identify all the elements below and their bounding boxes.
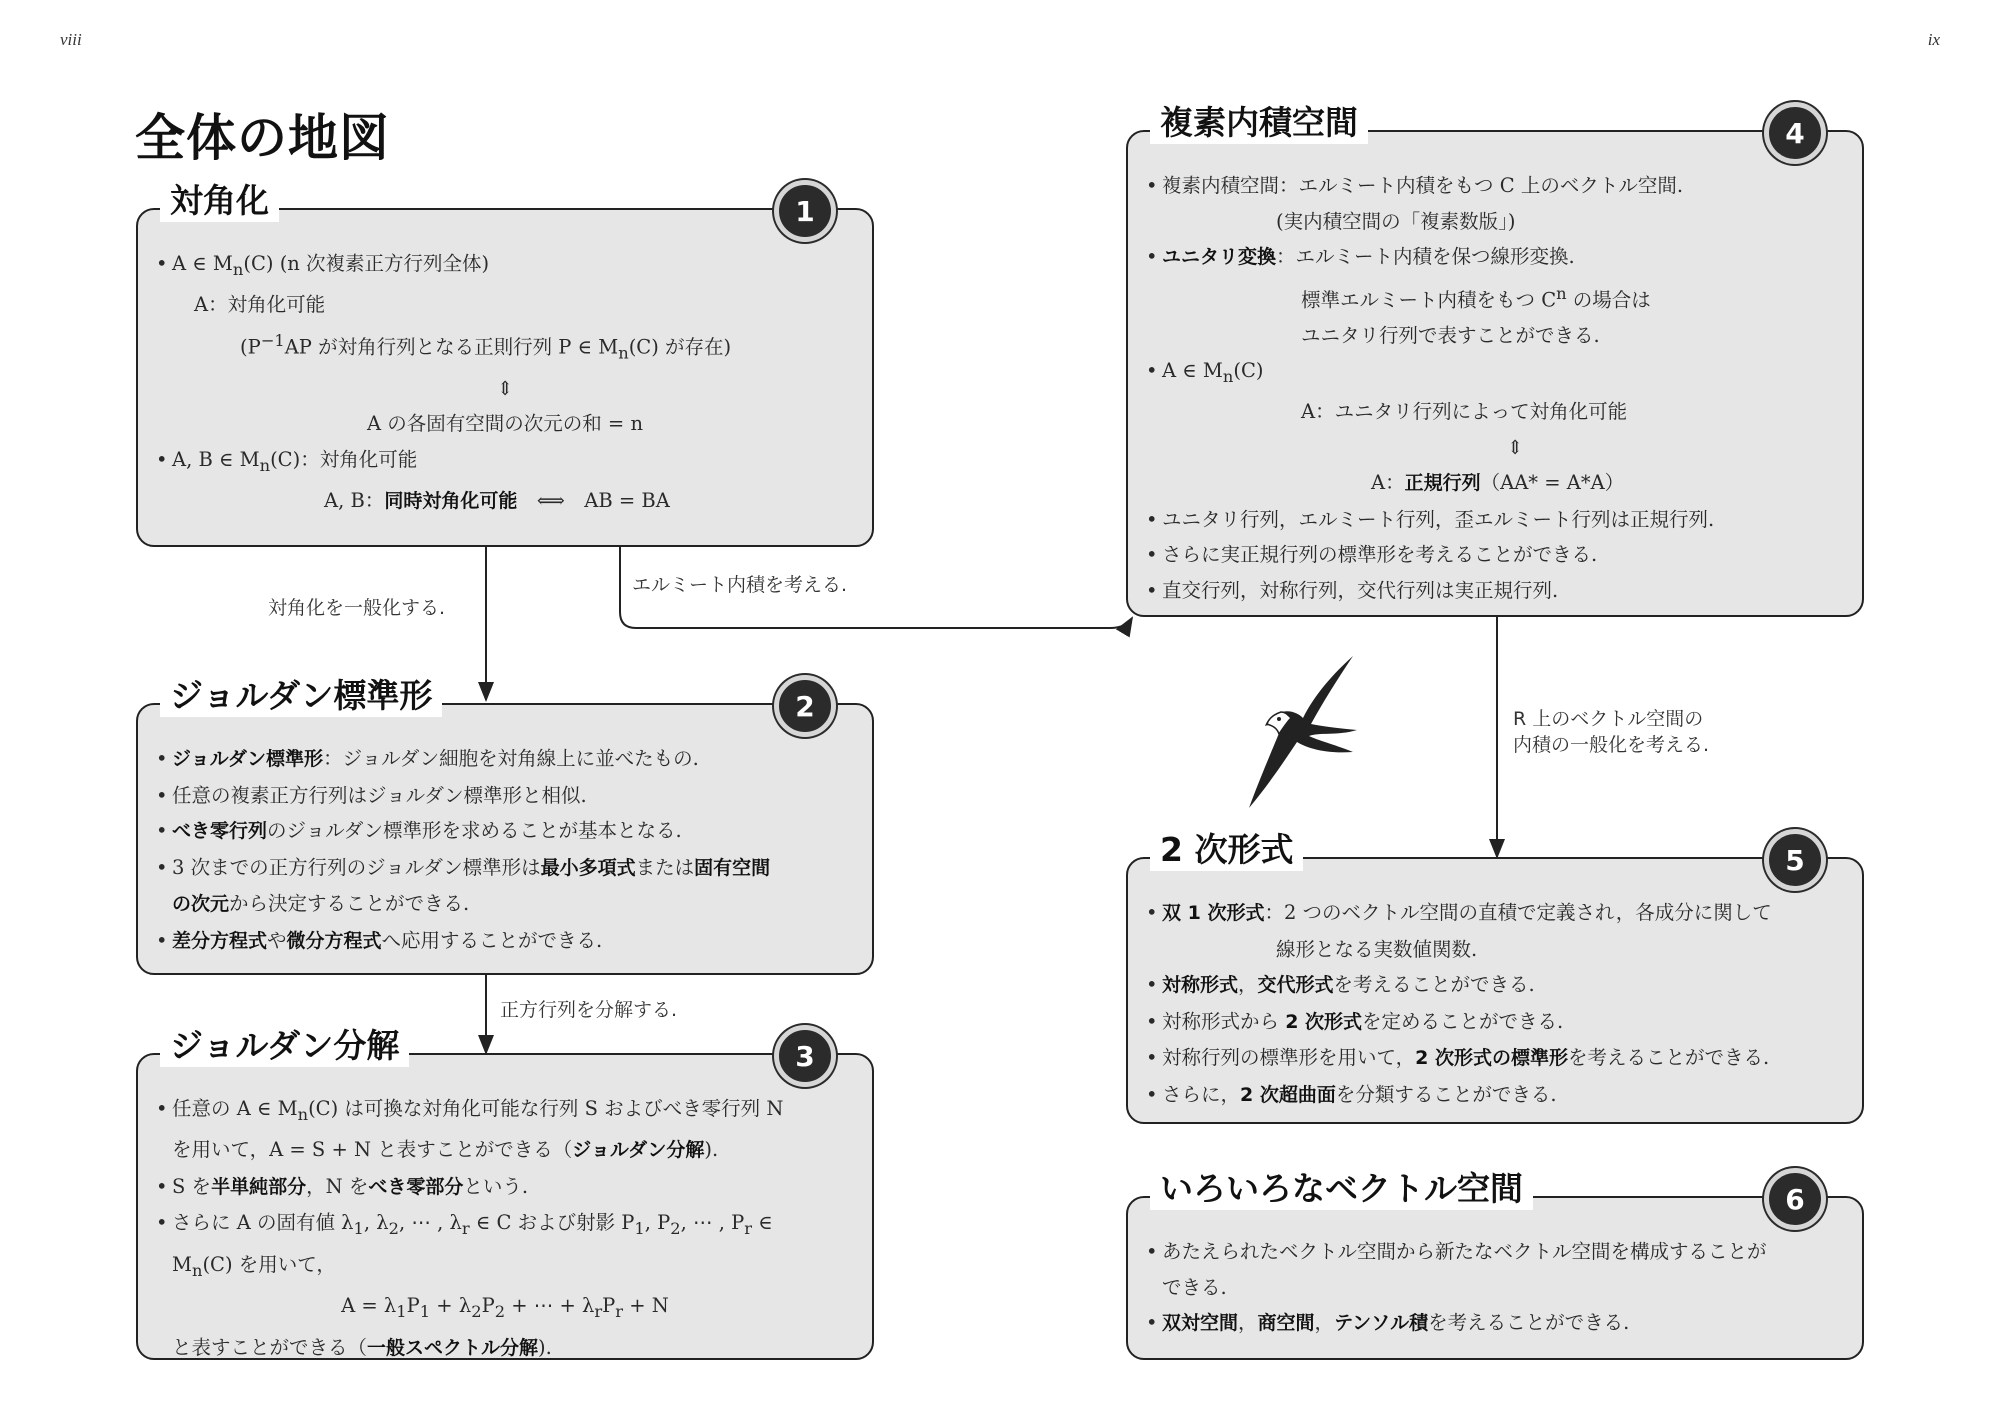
box-body [156, 741, 854, 959]
text-line: A の各固有空間の次元の和 = n [366, 412, 644, 436]
page-title: 全体の地図 [135, 109, 390, 167]
box-complex-inner-product-space [1126, 103, 1864, 617]
box-jordan-normal-form [136, 676, 874, 975]
box-number-badge: 6 [1764, 1168, 1826, 1230]
box-number-badge: 5 [1764, 829, 1826, 891]
text-line: を用いて，A = S + N と表すことができる（ジョルダン分解). [172, 1138, 719, 1162]
text-line: A：ユニタリ行列によって対角化可能 [1301, 400, 1628, 424]
bullet-line: • ユニタリ変換：エルミート内積を保つ線形変換. [1146, 239, 1844, 276]
box-title: 2 次形式 [1150, 829, 1303, 871]
bullet-line: • A, B ∈ $M_n(C)$：対角化可能 [156, 442, 854, 483]
swallow-illustration [1245, 652, 1360, 822]
bullet-line: • 対称形式，交代形式を考えることができる. [1146, 967, 1844, 1004]
bullet-line: • 任意の複素正方行列はジョルダン標準形と相似. [156, 778, 854, 814]
bullet-line: • 対称形式から 2 次形式を定めることができる. [1146, 1004, 1844, 1041]
box-body [1146, 168, 1844, 608]
box-number-badge: 1 [774, 180, 836, 242]
bullet-line: • さらに A の固有値 $\lambda_1$, $\lambda_2$, ⋯ , $\lambda_r$ ∈ C および射影 $P_1$, $P_2$, ⋯ , $P_r$ ∈ [156, 1205, 854, 1246]
bullet-line: • 双対空間，商空間，テンソル積を考えることができる. [1146, 1305, 1844, 1342]
bullet-line: • S を半単純部分，N をべき零部分という. [156, 1169, 854, 1206]
box-title: 対角化 [160, 180, 279, 222]
text-line: できる. [1162, 1275, 1227, 1299]
text-line: の次元から決定することができる. [172, 892, 470, 915]
text-line: $M_n(C)$ を用いて， [172, 1252, 336, 1280]
bullet-line: • さらに実正規行列の標準形を考えることができる. [1146, 537, 1844, 573]
arrow-label-generalize: 対角化を一般化する. [268, 597, 446, 619]
equivalence-symbol: ⇕ [496, 376, 514, 400]
bullet-line: • A ∈ $M_n(C)$ [1146, 353, 1844, 394]
bullet-line: • 直交行列，対称行列，交代行列は実正規行列. [1146, 573, 1844, 609]
box-quadratic-form [1126, 830, 1864, 1124]
text-line: ($P^{-1}AP$ が対角行列となる正則行列 P ∈ $M_n(C)$ が存在) [240, 330, 732, 363]
text-line: ユニタリ行列で表すことができる. [1301, 323, 1600, 347]
box-body [1146, 1234, 1844, 1342]
arrow-label-hermitian: エルミート内積を考える. [632, 574, 848, 596]
box-title: ジョルダン分解 [160, 1025, 409, 1067]
text-line: A：正規行列（AA* = A*A） [1371, 471, 1625, 495]
text-line: と表すことができる（一般スペクトル分解). [172, 1335, 552, 1359]
box-title: いろいろなベクトル空間 [1150, 1168, 1533, 1210]
arrow-label-real-inner-product: R 上のベクトル空間の 内積の一般化を考える. [1513, 708, 1710, 756]
box-various-vector-spaces [1126, 1169, 1864, 1360]
formula-line: $A = \lambda_1P_1 + \lambda_2P_2$ + ⋯ + $\lambda_rP_r + N$ [341, 1294, 669, 1322]
bullet-line: • 双 1 次形式：2 つのベクトル空間の直積で定義され，各成分に関して [1146, 895, 1844, 932]
box-body [156, 246, 854, 520]
bullet-line: • 3 次までの正方行列のジョルダン標準形は最小多項式または固有空間 [156, 850, 854, 887]
box-number-badge: 3 [774, 1025, 836, 1087]
bullet-line: • べき零行列のジョルダン標準形を求めることが基本となる. [156, 813, 854, 850]
bullet-line: • A ∈ $M_n(C)$ (n 次複素正方行列全体) [156, 246, 854, 287]
bullet-line: • ジョルダン標準形：ジョルダン細胞を対角線上に並べたもの. [156, 741, 854, 778]
bullet-line: • さらに，2 次超曲面を分類することができる. [1146, 1077, 1844, 1114]
box-title: ジョルダン標準形 [160, 675, 442, 717]
box-number-badge: 2 [774, 675, 836, 737]
bullet-line: • 差分方程式や微分方程式へ応用することができる. [156, 923, 854, 960]
arrow-label-decompose: 正方行列を分解する. [500, 999, 678, 1021]
bullet-line: • あたえられたベクトル空間から新たなベクトル空間を構成することが [1146, 1234, 1844, 1270]
box-body [1146, 895, 1844, 1113]
equivalence-symbol: ⇕ [1506, 435, 1524, 459]
page-number-right: ix [1927, 30, 1940, 49]
bullet-line: • 複素内積空間：エルミート内積をもつ C 上のベクトル空間. [1146, 168, 1844, 204]
box-diagonalization [136, 181, 874, 547]
text-line: 標準エルミート内積をもつ $C^n$ の場合は [1301, 283, 1651, 311]
bullet-line: • 対称行列の標準形を用いて，2 次形式の標準形を考えることができる. [1146, 1040, 1844, 1077]
box-jordan-decomposition [136, 1026, 874, 1360]
box-title: 複素内積空間 [1150, 102, 1368, 144]
text-line: A, B：同時対角化可能 ⟺ AB = BA [324, 489, 670, 513]
text-line: 線形となる実数値関数. [1276, 937, 1478, 961]
bullet-line: • ユニタリ行列，エルミート行列，歪エルミート行列は正規行列. [1146, 502, 1844, 538]
text-line: A：対角化可能 [194, 293, 326, 317]
page-number-left: viii [60, 30, 82, 49]
bullet-line: • 任意の A ∈ $M_n(C)$ は可換な対角化可能な行列 S およびべき零行列 N [156, 1091, 854, 1132]
text-line: (実内積空間の「複素数版」) [1276, 209, 1516, 233]
box-body [156, 1091, 854, 1366]
box-number-badge: 4 [1764, 102, 1826, 164]
